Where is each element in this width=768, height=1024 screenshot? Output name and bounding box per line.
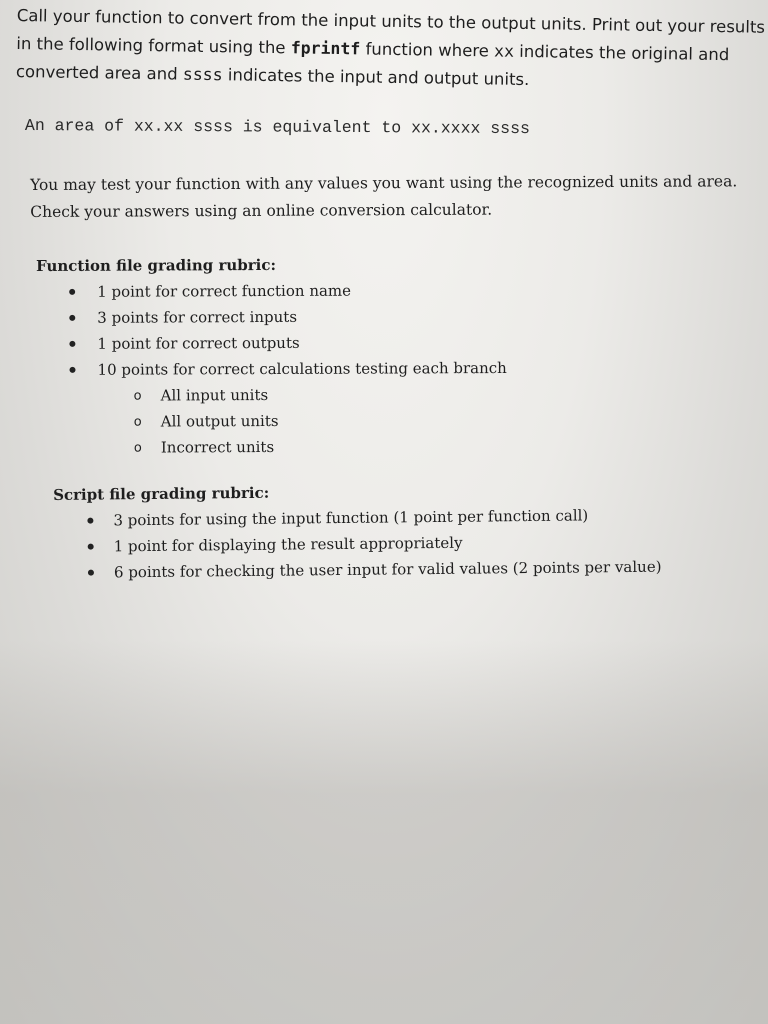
function-rubric-heading: Function file grading rubric: — [36, 255, 277, 275]
sub-list-item — [37, 381, 507, 409]
intro-text: converted area and — [15, 61, 184, 84]
list-item — [36, 303, 506, 331]
bullet-icon — [69, 289, 75, 295]
list-item-text: 3 points for correct inputs — [97, 307, 298, 327]
list-item-text: 3 points for using the input function (1 point per function call) — [113, 506, 589, 530]
sub-list-item-text: All output units — [160, 411, 279, 431]
format-example: An area of xx.xx ssss is equivalent to xx.xxxx ssss — [24, 116, 530, 139]
intro-text: indicates the input and output units. — [222, 65, 530, 90]
bullet-icon — [88, 544, 94, 550]
list-item — [54, 554, 662, 586]
script-rubric-list — [53, 502, 661, 586]
bullet-icon — [69, 315, 75, 321]
sub-list-item-text: Incorrect units — [160, 437, 275, 457]
function-rubric-list — [36, 277, 507, 461]
list-item — [36, 355, 506, 383]
bullet-icon — [88, 570, 94, 576]
intro-line-1: Call your function to convert from the input units to the output units. Print out your results — [16, 5, 766, 37]
circle-bullet-icon: o — [133, 414, 142, 430]
list-item-text: 1 point for correct outputs — [97, 333, 300, 353]
circle-bullet-icon: o — [133, 388, 142, 404]
script-rubric-heading: Script file grading rubric: — [53, 483, 270, 504]
intro-text: indicates the original and — [513, 41, 730, 65]
bullet-icon — [87, 518, 93, 524]
bullet-icon — [69, 341, 75, 347]
intro-text: function where — [360, 39, 495, 61]
test-note-line-1: You may test your function with any values you want using the recognized units and area. — [30, 172, 738, 194]
list-item — [36, 329, 506, 357]
circle-bullet-icon: o — [133, 440, 142, 456]
list-item-text: 1 point for correct function name — [97, 281, 352, 301]
sub-list-item-text: All input units — [160, 385, 269, 405]
sub-list-item — [37, 407, 507, 435]
bullet-icon — [69, 367, 75, 373]
ssss-code: ssss — [182, 64, 223, 85]
test-note — [30, 168, 760, 226]
sub-list-item — [37, 433, 507, 461]
script-rubric — [53, 476, 662, 586]
test-note-line-2: Check your answers using an online conversion calculator. — [30, 200, 493, 221]
xx-code: xx — [493, 41, 515, 61]
list-item — [36, 277, 506, 305]
list-item-text: 6 points for checking the user input for valid values (2 points per value) — [113, 557, 662, 582]
intro-paragraph — [16, 2, 765, 98]
intro-text: in the following format using the — [16, 33, 291, 58]
function-rubric — [36, 251, 507, 461]
list-item-text: 10 points for correct calculations testing each branch — [97, 358, 507, 379]
list-item-text: 1 point for displaying the result appropriately — [113, 533, 463, 556]
fprintf-code: fprintf — [290, 38, 361, 59]
